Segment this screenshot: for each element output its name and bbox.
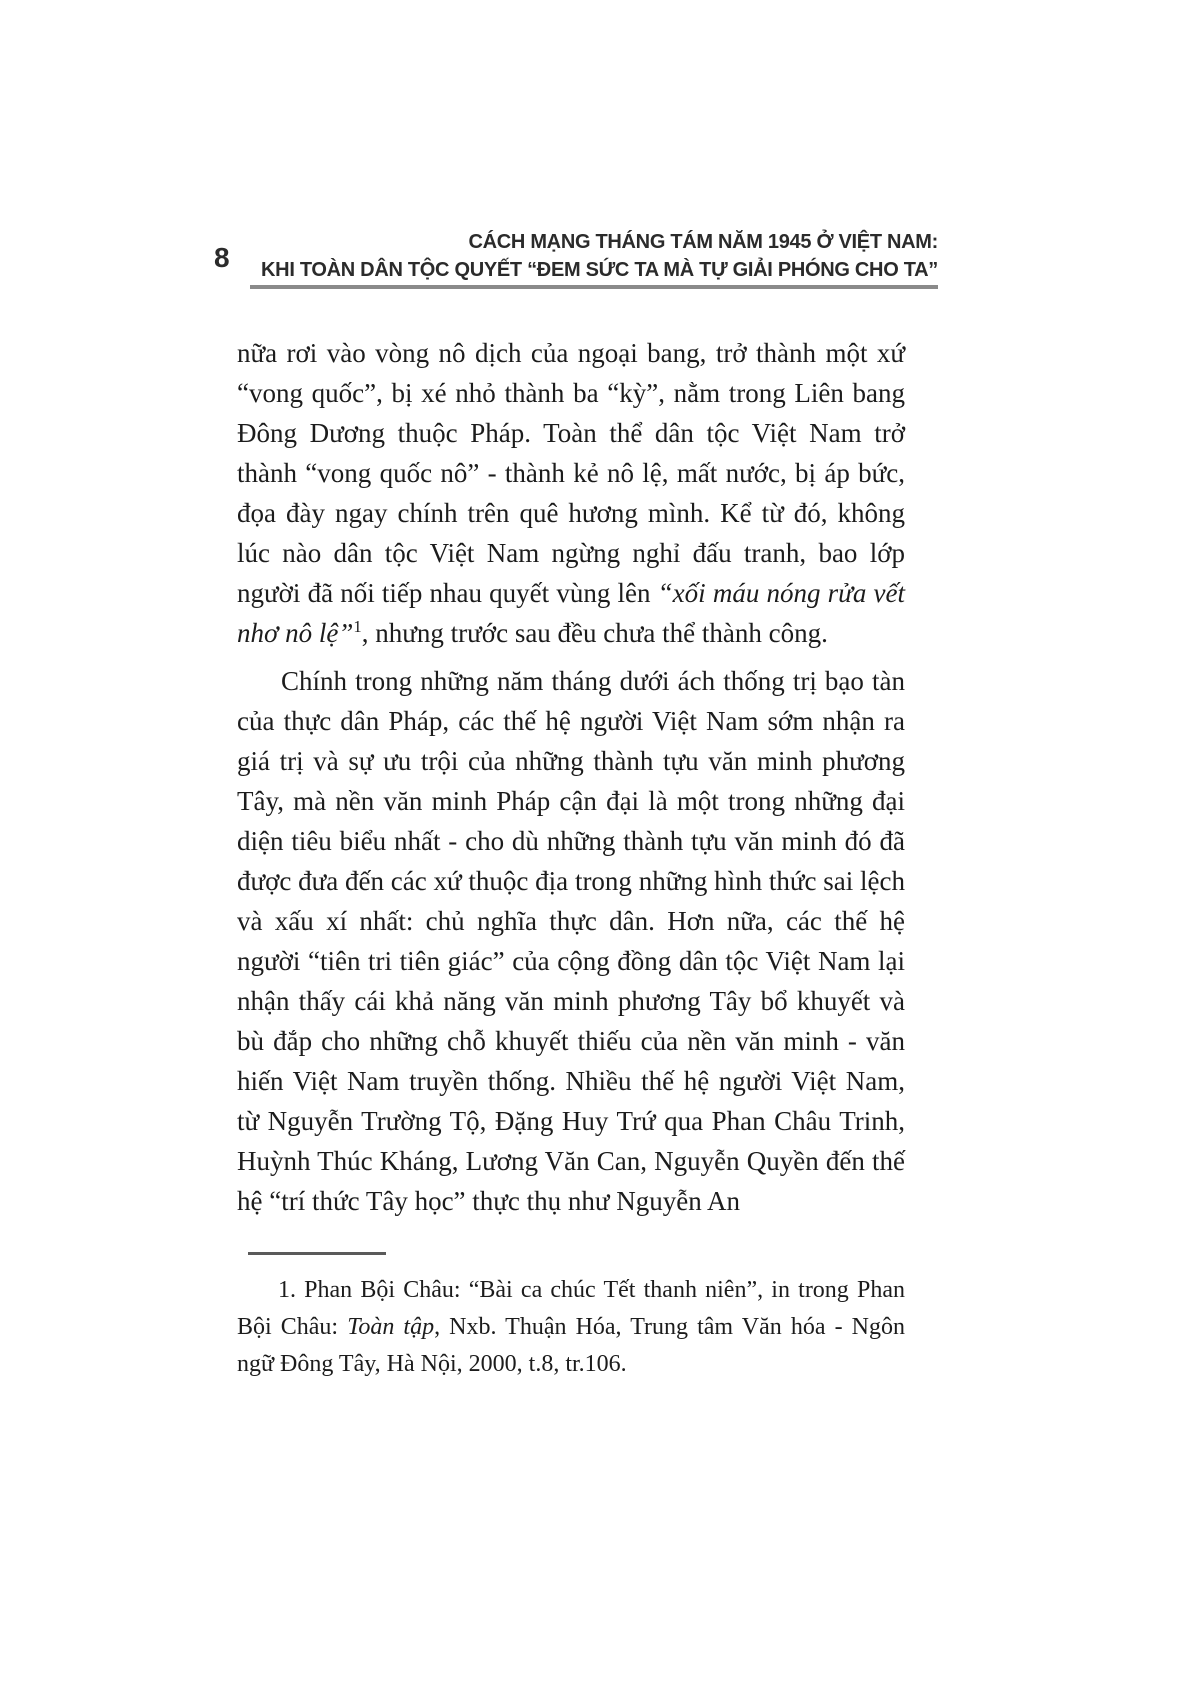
footnote bbox=[237, 1272, 905, 1383]
page-number: 8 bbox=[214, 242, 230, 273]
running-head-line1: CÁCH MẠNG THÁNG TÁM NĂM 1945 Ở VIỆT NAM: bbox=[468, 231, 938, 253]
paragraph: nữa rơi vào vòng nô dịch của ngoại bang, trở thành một xứ “vong quốc”, bị xé nhỏ thành ba “kỳ”, nằm trong Liên bang Đông Dương thuộc Pháp. Toàn thể dân tộc Việt Nam trở thành “vong quốc nô” - thành kẻ nô lệ, mất nước, bị áp bức, đọa đày ngay chính trên quê hương mình. Kể từ đó, không lúc nào dân tộc Việt Nam ngừng nghỉ đấu tranh, bao lớp người đã nối tiếp nhau quyết vùng lên “xối máu nóng rửa vết nhơ nô lệ”$^1$, nhưng trước sau đều chưa thể thành công. bbox=[237, 338, 906, 648]
footnote-text: 1. Phan Bội Châu: “Bài ca chúc Tết thanh niên”, in trong Phan Bội Châu: Toàn tập, Nxb. Thuận Hóa, Trung tâm Văn hóa - Ngôn ngữ Đông Tây, Hà Nội, 2000, t.8, tr.106. bbox=[237, 1277, 905, 1377]
running-head-line2: KHI TOÀN DÂN TỘC QUYẾT “ĐEM SỨC TA MÀ TỰ GIẢI PHÓNG CHO TA” bbox=[261, 259, 938, 281]
running-head bbox=[250, 228, 938, 284]
paragraph: Chính trong những năm tháng dưới ách thống trị bạo tàn của thực dân Pháp, các thế hệ người Việt Nam sớm nhận ra giá trị và sự ưu trội của những thành tựu văn minh phương Tây, mà nền văn minh Pháp cận đại là một trong những đại diện tiêu biểu nhất - cho dù những thành tựu văn minh đó đã được đưa đến các xứ thuộc địa trong những hình thức sai lệch và xấu xí nhất: chủ nghĩa thực dân. Hơn nữa, các thế hệ người “tiên tri tiên giác” của cộng đồng dân tộc Việt Nam lại nhận thấy cái khả năng văn minh phương Tây bổ khuyết và bù đắp cho những chỗ khuyết thiếu của nền văn minh - văn hiến Việt Nam truyền thống. Nhiều thế hệ người Việt Nam, từ Nguyễn Trường Tộ, Đặng Huy Trứ qua Phan Châu Trinh, Huỳnh Thúc Kháng, Lương Văn Can, Nguyễn Quyền đến thế hệ “trí thức Tây học” thực thụ như Nguyễn An bbox=[237, 666, 905, 1216]
header-rule bbox=[250, 285, 938, 289]
body-text bbox=[237, 333, 905, 1221]
footnote-separator bbox=[248, 1252, 386, 1255]
